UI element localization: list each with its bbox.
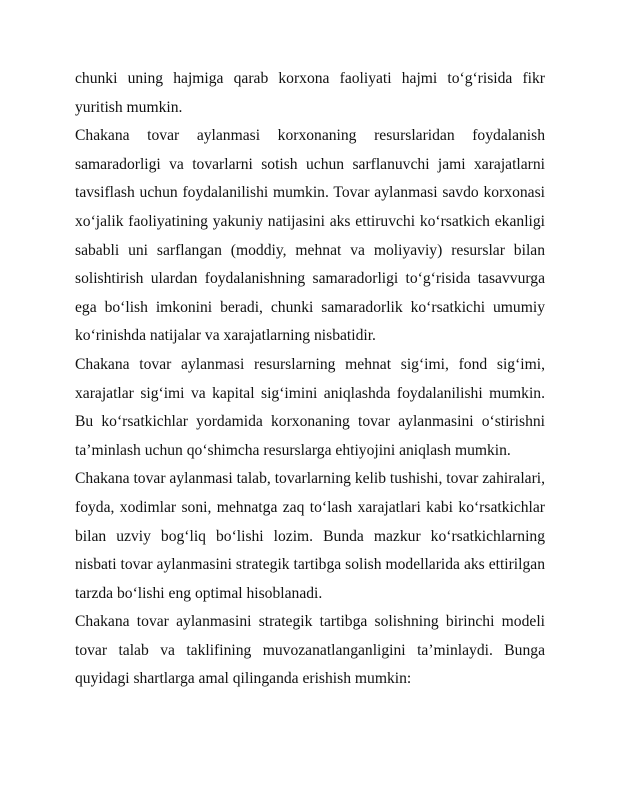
paragraph-3: Chakana tovar aylanmasi resurslarning mehnat sig‘imi, fond sig‘imi, xarajatlar sig‘imi va kapital sig‘imini aniqlashda foydalanilishi mumkin. Bu ko‘rsatkichlar yordamida korxonaning tovar aylanmasini o‘stirishni ta’minlash uchun qo‘shimcha resurslarga ehtiyojini aniqlash mumkin. <box>75 355 545 459</box>
paragraph-4: Chakana tovar aylanmasi talab, tovarlarning kelib tushishi, tovar zahiralari, foyda, xodimlar soni, mehnatga zaq to‘lash xarajatlari kabi ko‘rsatkichlar bilan uzviy bog‘liq bo‘lishi lozim. Bunda mazkur ko‘rsatkichlarning nisbati tovar aylanmasini strategik tartibga solish modellarida aks ettirilgan tarzda bo‘lishi eng optimal hisoblanadi. <box>75 470 545 602</box>
paragraph-1: chunki uning hajmiga qarab korxona faoliyati hajmi to‘g‘risida fikr yuritish mumkin. <box>75 70 545 116</box>
paragraph-2: Chakana tovar aylanmasi korxonaning resurslaridan foydalanish samaradorligi va tovarlarni sotish uchun sarflanuvchi jami xarajatlarni tavsiflash uchun foydalanilishi mumkin. Tovar aylanmasi savdo korxonasi xo‘jalik faoliyatining yakuniy natijasini aks ettiruvchi ko‘rsatkich ekanligi sababli uni sarflangan (moddiy, mehnat va moliyaviy) resurslar bilan solishtirish ulardan foydalanishning samaradorligi to‘g‘risida tasavvurga ega bo‘lish imkonini beradi, chunki samaradorlik ko‘rsatkichi umumiy ko‘rinishda natijalar va xarajatlarning nisbatidir. <box>75 127 545 345</box>
paragraph-5: Chakana tovar aylanmasini strategik tartibga solishning birinchi modeli tovar talab va taklifining muvozanatlanganligini ta’minlaydi. Bunga quyidagi shartlarga amal qilinganda erishish mumkin: <box>75 613 545 688</box>
body-text <box>75 65 545 694</box>
